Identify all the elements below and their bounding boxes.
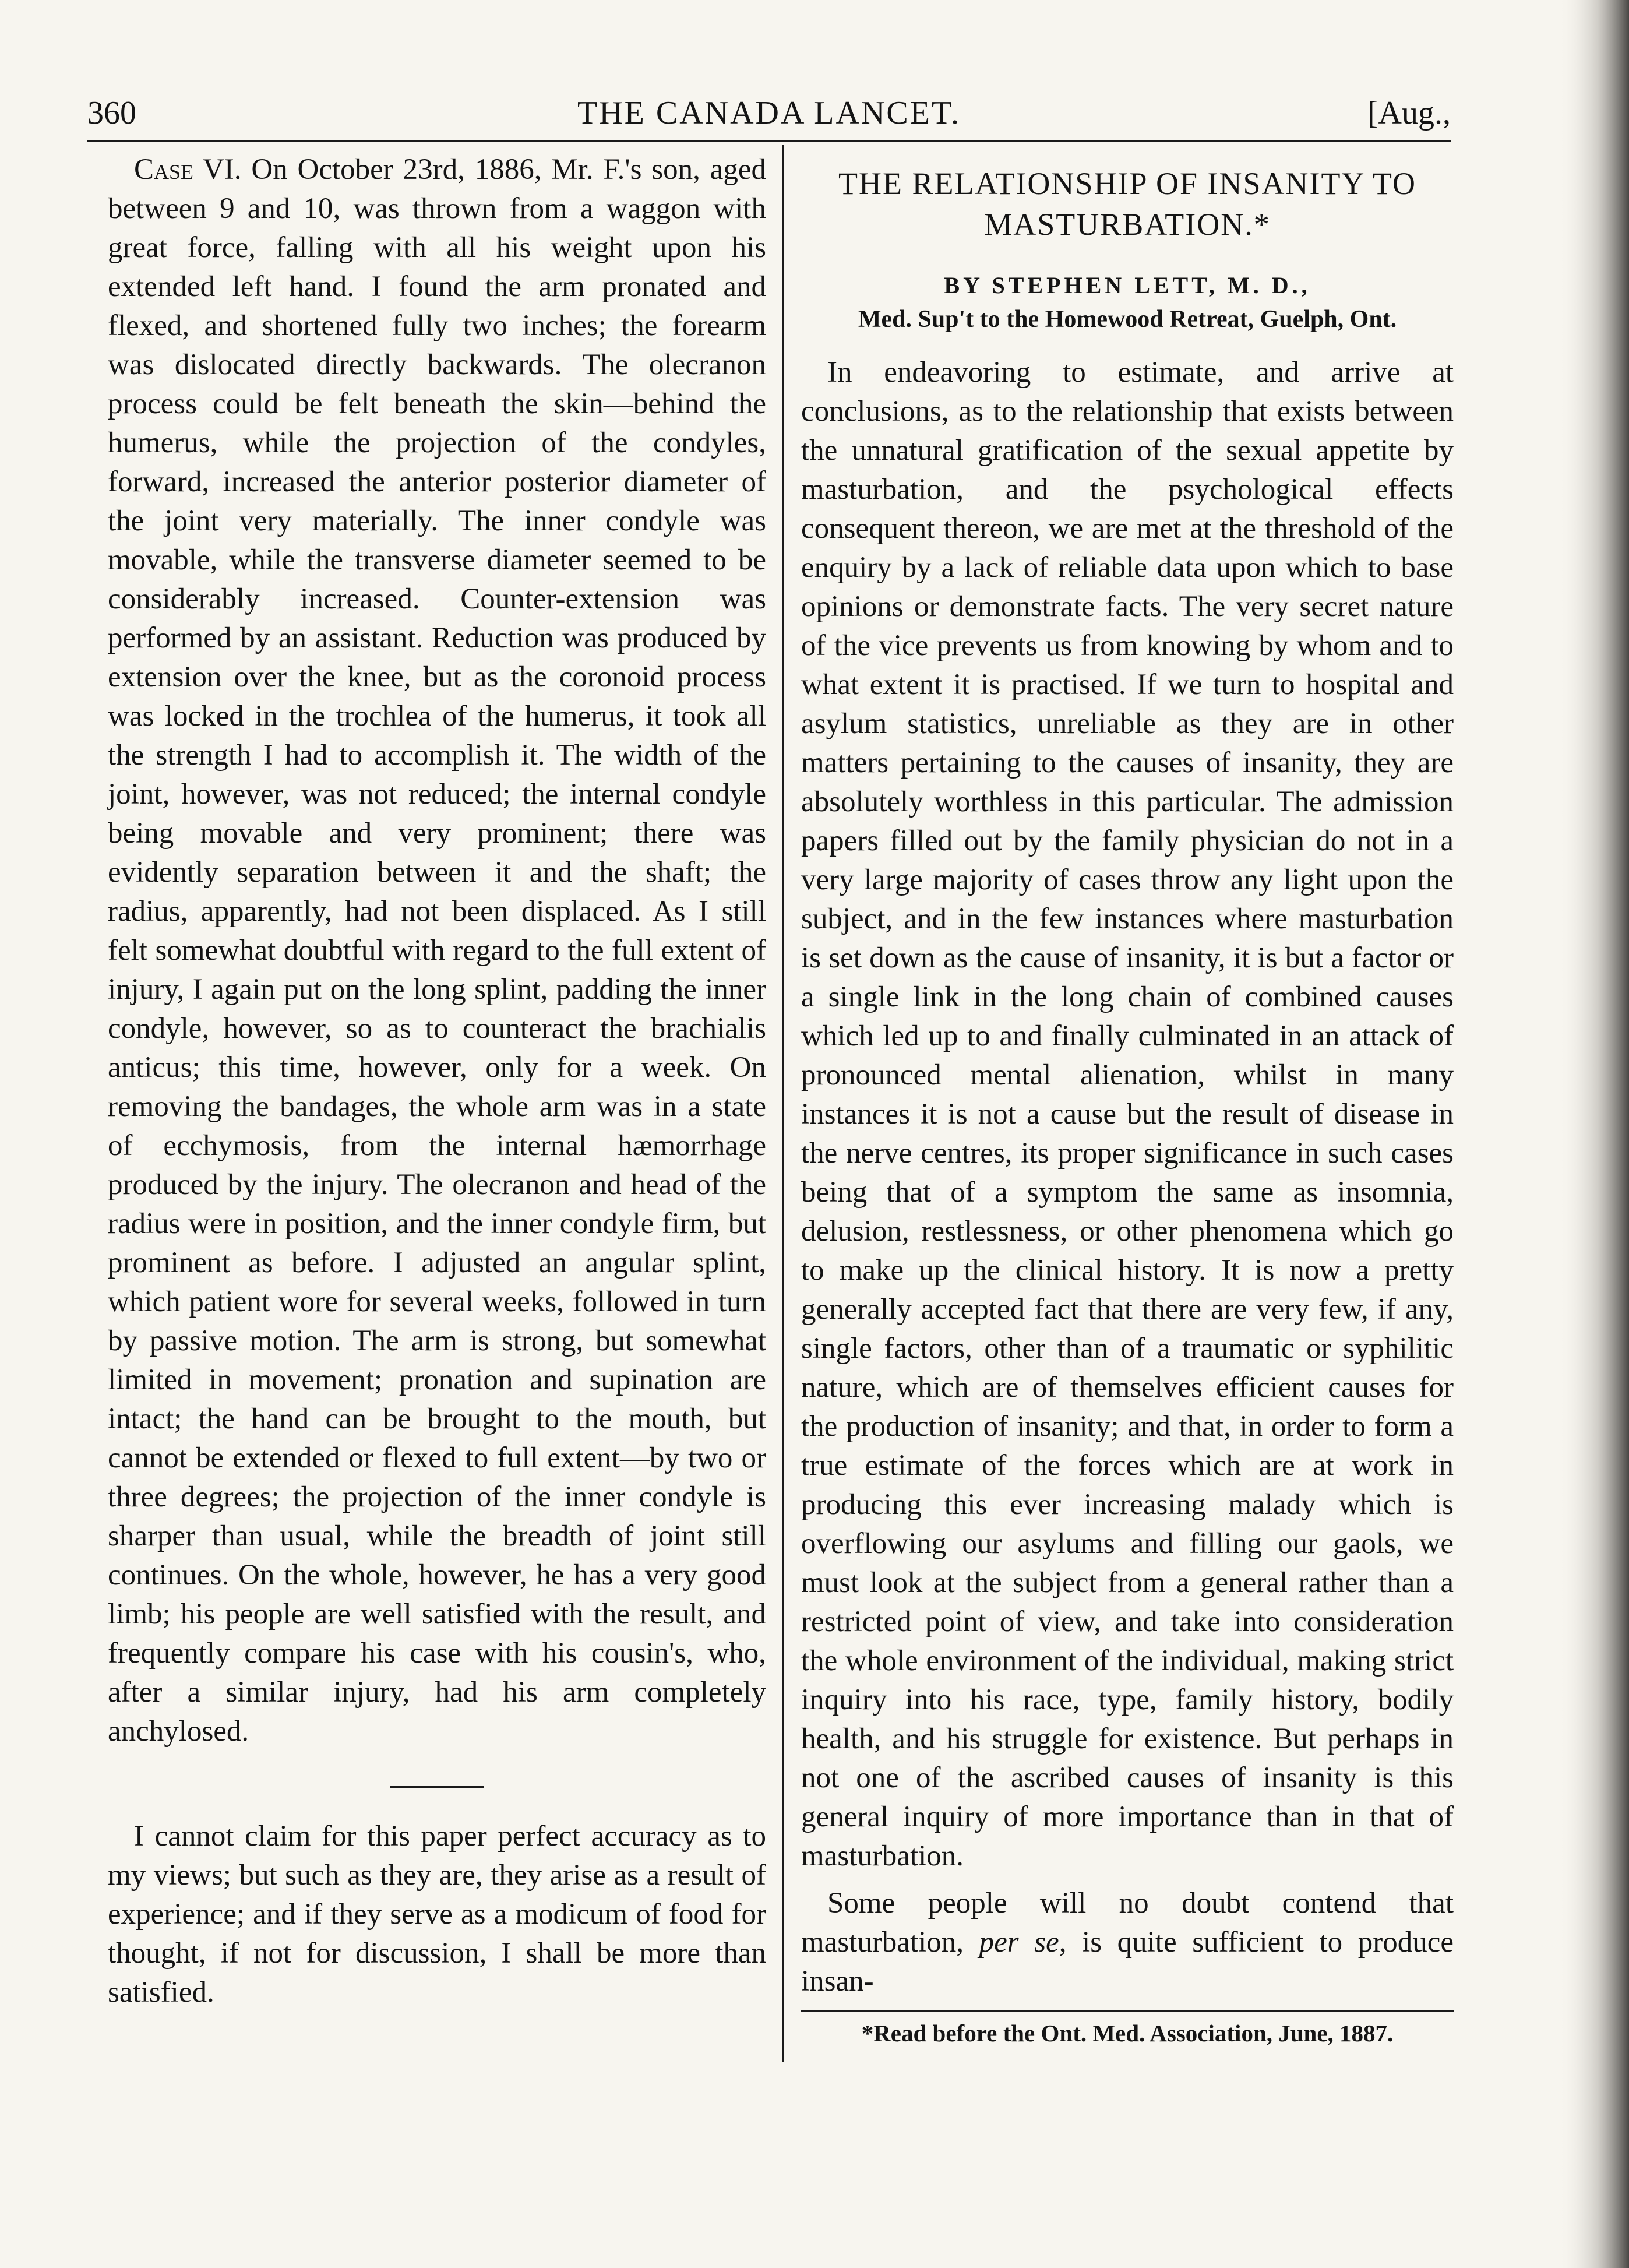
byline: BY STEPHEN LETT, M. D.,	[944, 272, 1311, 298]
right-column	[801, 150, 1454, 2048]
author-affiliation: Med. Sup't to the Homewood Retreat, Guelph, Ont.	[858, 306, 1397, 333]
running-head	[87, 87, 1451, 140]
article-paragraph-1: In endeavoring to estimate, and arrive at conclusions, as to the relationship that exists between the unnatural gratification of the sexual appetite by masturbation, and the psychological effects consequent thereon, we are met at the threshold of the enquiry by a lack of reliable data upon which to base opinions or demonstrate facts. The very secret nature of the vice prevents us from knowing by whom and to what extent it is practised. If we turn to hospital and asylum statistics, unreliable as they are in other matters pertaining to the causes of insanity, they are absolutely worthless in this particular. The admission papers filled out by the family physician do not in a very large majority of cases throw any light upon the subject, and in the few instances where masturbation is set down as the cause of insanity, it is but a factor or a single link in the long chain of combined causes which led up to and finally culminated in an attack of pronounced mental alienation, whilst in many instances it is not a cause but the result of disease in the nerve centres, its proper significance in such cases being that of a symptom the same as insomnia, delusion, restlessness, or other phenomena which go to make up the clinical history. It is now a pretty generally accepted fact that there are very few, if any, single factors, other than of a traumatic or syphilitic nature, which are of themselves efficient causes for the production of insanity; and that, in order to form a true estimate of the forces which are at work in producing this ever increasing malady which is overflowing our asylums and filling our gaols, we must look at the subject from a general rather than a restricted point of view, and take into consideration the whole environment of the individual, making strict inquiry into his race, type, family history, bodily health, and his struggle for existence. But perhaps in not one of the ascribed causes of insanity is this general inquiry of more importance than in that of masturbation.	[801, 356, 1454, 1872]
journal-title: THE CANADA LANCET.	[577, 95, 961, 131]
issue-month: [Aug.,	[1367, 95, 1451, 131]
binding-edge-shadow	[1559, 0, 1629, 2268]
column-divider	[782, 145, 784, 2062]
page-number: 360	[87, 95, 136, 131]
case-label: Case VI.	[134, 153, 242, 186]
footnote: *Read before the Ont. Med. Association, June, 1887.	[861, 2020, 1394, 2047]
article-title: THE RELATIONSHIP OF INSANITY TO MASTURBATION.*	[838, 166, 1416, 242]
section-separator	[390, 1786, 484, 1788]
article-paragraph-2	[801, 1884, 1454, 2001]
closing-paragraph: I cannot claim for this paper perfect accuracy as to my views; but such as they are, they arise as a result of experience; and if they serve as a modicum of food for thought, if not for discussion, I shall be more than satisfied.	[108, 1820, 766, 2009]
paragraph-2-end: , is quite sufficient to produce insan-	[801, 1926, 1454, 1998]
header-rule	[87, 140, 1451, 142]
paragraph-2-start: Some people will no doubt contend that masturbation,	[801, 1887, 1454, 1959]
case-paragraph	[108, 150, 766, 1751]
footnote-rule	[801, 2010, 1454, 2012]
left-column	[108, 150, 766, 2012]
paragraph-2-italic: per se	[979, 1926, 1059, 1959]
case-text: On October 23rd, 1886, Mr. F.'s son, aged between 9 and 10, was thrown from a waggon with great force, falling with all his weight upon his extended left hand. I found the arm pronated and flexed, and shortened fully two inches; the forearm was dislocated directly backwards. The olecranon process could be felt beneath the skin—behind the humerus, while the projection of the condyles, forward, increased the anterior posterior diameter of the joint very materially. The inner condyle was movable, while the transverse diameter seemed to be considerably increased. Counter-extension was performed by an assistant. Reduction was produced by extension over the knee, but as the coronoid process was locked in the trochlea of the humerus, it took all the strength I had to accomplish it. The width of the joint, however, was not reduced; the internal condyle being movable and very prominent; there was evidently separation between it and the shaft; the radius, apparently, had not been displaced. As I still felt somewhat doubtful with regard to the full extent of injury, I again put on the long splint, padding the inner condyle, however, so as to counteract the brachialis anticus; this time, however, only for a week. On removing the bandages, the whole arm was in a state of ecchymosis, from the internal hæmorrhage produced by the injury. The olecranon and head of the radius were in position, and the inner condyle firm, but prominent as before. I adjusted an angular splint, which patient wore for several weeks, followed in turn by passive motion. The arm is strong, but somewhat limited in movement; pronation and supination are intact; the hand can be brought to the mouth, but cannot be extended or flexed to full extent—by two or three degrees; the projection of the inner condyle is sharper than usual, while the breadth of joint still continues. On the whole, however, he has a very good limb; his people are well satisfied with the result, and frequently compare his case with his cousin's, who, after a similar injury, had his arm completely anchylosed.	[108, 153, 767, 1748]
